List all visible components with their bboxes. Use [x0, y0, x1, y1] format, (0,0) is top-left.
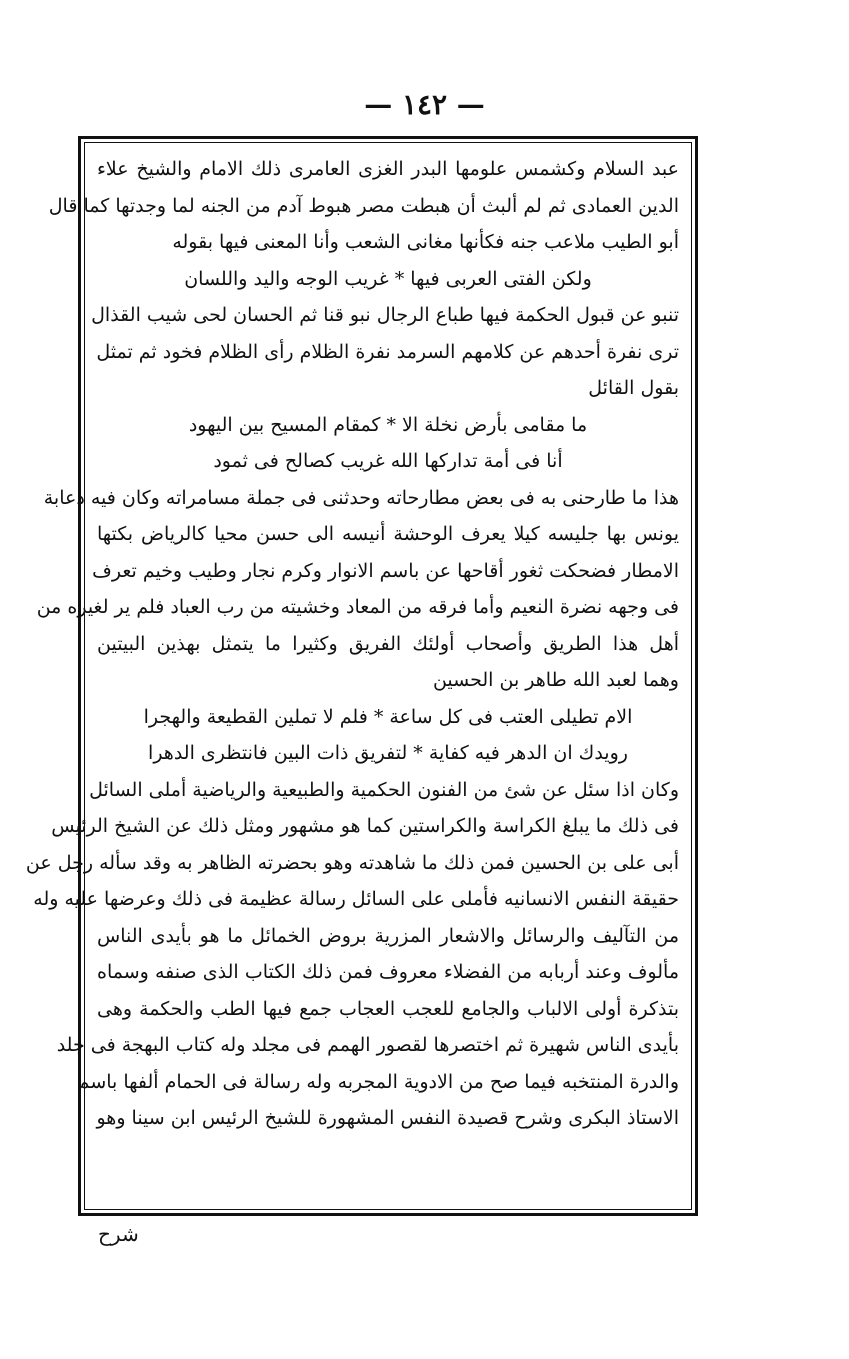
- text-body: [25, 151, 679, 1137]
- text-frame: [25, 136, 698, 1216]
- text-line: الدين العمادى ثم لم ألبث أن هبطت مصر هبوط آدم من الجنه لما وجدتها كما قال: [48, 194, 679, 217]
- text-line: من التآليف والرسائل والاشعار المزرية بروض الخمائل ما هو بأيدى الناس: [97, 924, 679, 947]
- text-line: الامطار فضحكت ثغور أقاحها عن باسم الانوار وكرم نجار وطيب وخيم تعرف: [92, 559, 679, 582]
- catchword: شرح: [98, 1222, 139, 1246]
- text-line: بتذكرة أولى الالباب والجامع للعجب العجاب جمع فيها الطب والحكمة وهى: [97, 997, 679, 1020]
- text-line: أبو الطيب ملاعب جنه فكأنها مغانى الشعب وأنا المعنى فيها بقوله: [172, 231, 679, 253]
- text-line: بقول القائل: [588, 377, 679, 399]
- text-line: فى وجهه نضرة النعيم وأما فرقه من المعاد وخشيته من رب العباد فلم ير لغيره من: [36, 596, 679, 618]
- text-line: هذا ما طارحنى به فى بعض مطارحاته وحدثنى فى جملة مسامراته وكان فيه دعابة: [43, 486, 679, 509]
- text-line: وكان اذا سئل عن شئ من الفنون الحكمية والطبيعية والرياضية أملى السائل: [89, 778, 679, 801]
- verse-line: أنا فى أمة تداركها الله غريب كصالح فى ثمود: [213, 450, 563, 472]
- text-line: عبد السلام وكشمس علومها البدر الغزى العامرى ذلك الامام والشيخ علاء: [97, 158, 679, 180]
- text-line: فى ذلك ما يبلغ الكراسة والكراستين كما هو مشهور ومثل ذلك عن الشيخ الرئيس: [51, 815, 679, 837]
- text-line: بأيدى الناس شهيرة ثم اختصرها لقصور الهمم فى مجلد وله كتاب البهجة فى جلد: [56, 1034, 679, 1056]
- text-line: يونس بها جليسه كيلا يعرف الوحشة أنيسه الى حسن محيا كالرياض بكتها: [97, 523, 679, 545]
- verse-line: ولكن الفتى العربى فيها * غريب الوجه واليد واللسان: [184, 267, 592, 290]
- page-number: — ١٤٢ —: [364, 88, 485, 121]
- text-line: حقيقة النفس الانسانيه فأملى على السائل رسالة عظيمة فى ذلك وعرضها عليه وله: [33, 888, 679, 910]
- text-line: ترى نفرة أحدهم عن كلامهم السرمد نفرة الظلام رأى الظلام فخود ثم تمثل: [96, 340, 679, 363]
- verse-line: رويدك ان الدهر فيه كفاية * لتفريق ذات البين فانتظرى الدهرا: [148, 742, 628, 764]
- text-line: مألوف وعند أربابه من الفضلاء معروف فمن ذلك الكتاب الذى صنفه وسماه: [97, 961, 679, 983]
- text-line: الاستاذ البكرى وشرح قصيدة النفس المشهورة للشيخ الرئيس ابن سينا وهو: [96, 1107, 679, 1129]
- text-line: والدرة المنتخبه فيما صح من الادوية المجربه وله رسالة فى الحمام ألفها باسم: [77, 1070, 679, 1093]
- text-line: وهما لعبد الله طاهر بن الحسين: [432, 669, 679, 691]
- verse-line: ما مقامى بأرض نخلة الا * كمقام المسيح بين اليهود: [188, 413, 588, 436]
- text-line: أبى على بن الحسين فمن ذلك ما شاهدته وهو بحضرته الظاهر به وقد سأله رجل عن: [25, 851, 679, 874]
- text-line: تنبو عن قبول الحكمة فيها طباع الرجال نبو قنا ثم الحسان لحى شيب القذال: [91, 304, 679, 326]
- text-line: أهل هذا الطريق وأصحاب أولئك الفريق وكثيرا ما يتمثل بهذين البيتين: [97, 632, 679, 655]
- verse-line: الام تطيلى العتب فى كل ساعة * فلم لا تملين القطيعة والهجرا: [143, 705, 633, 728]
